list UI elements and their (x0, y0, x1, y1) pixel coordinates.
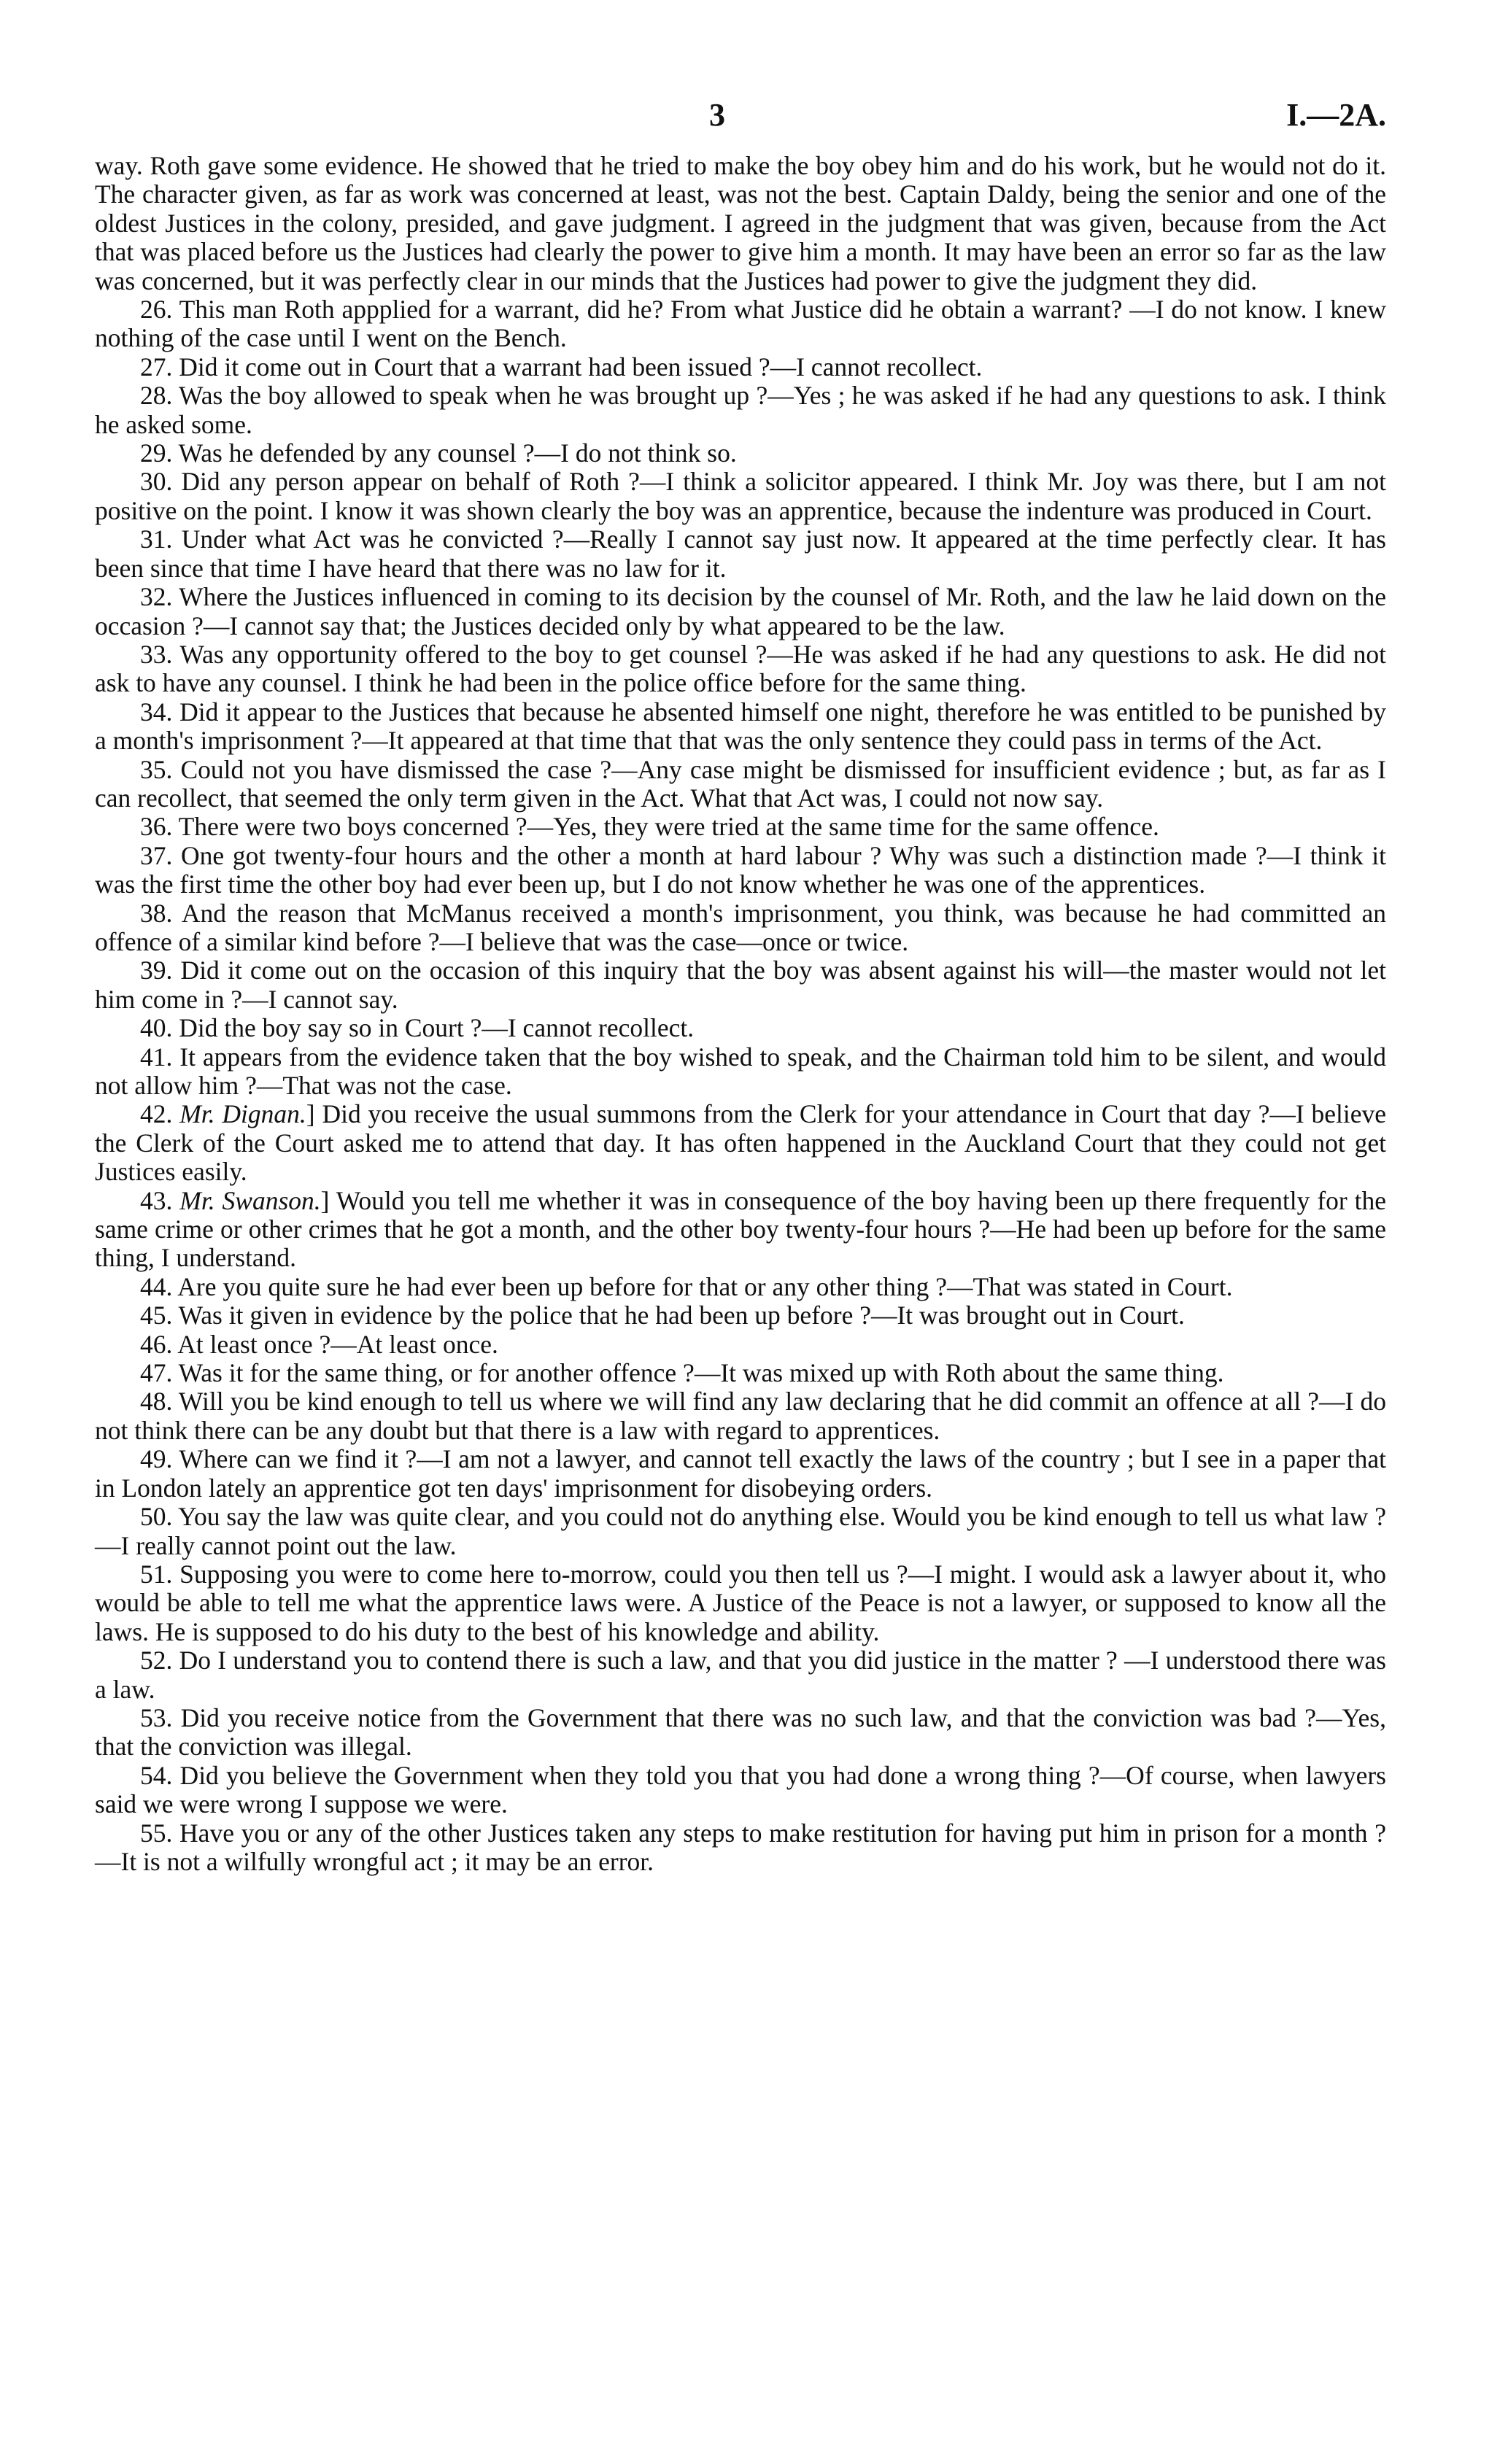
qa-text: 50. You say the law was quite clear, and you could not do anything else. Would you be kind enough to tell us what law ?—I really cannot point out the law. (95, 1502, 1386, 1560)
question-answer-list (95, 295, 1386, 1876)
qa-paragraph (95, 439, 1386, 468)
question-number: 42. (140, 1099, 180, 1129)
qa-paragraph (95, 381, 1386, 439)
qa-paragraph (95, 756, 1386, 813)
qa-paragraph (95, 1359, 1386, 1387)
qa-text: 54. Did you believe the Government when they told you that you had done a wrong thing ?—Of course, when lawyers said we were wrong I suppose we were. (95, 1760, 1386, 1819)
qa-text: 52. Do I understand you to contend there is such a law, and that you did justice in the matter ? —I understood there was a law. (95, 1646, 1386, 1704)
qa-paragraph (95, 583, 1386, 640)
page-header (95, 86, 1386, 152)
qa-paragraph (95, 1560, 1386, 1646)
qa-text: 55. Have you or any of the other Justices taken any steps to make restitution for having put him in prison for a month ?—It is not a wilfully wrongful act ; it may be an error. (95, 1818, 1386, 1876)
opening-paragraph: way. Roth gave some evidence. He showed that he tried to make the boy obey him and do his work, but he would not do it. The character given, as far as work was concerned at least, was not the best. Captain Daldy, being the senior and one of the oldest Justices in the colony, presided, and gave judgment. I agreed in the judgment that was given, because from the Act that was placed before us the Justices had clearly the power to give him a month. It may have been an error so far as the law was concerned, but it was perfectly clear in our minds that the Justices had power to give the judgment they did. (95, 151, 1386, 295)
qa-text: Would you tell me whether it was in consequence of the boy having been up there frequently for the same crime or other crimes that he got a month, and the other boy twenty-four hours ?—He had been up before for the same thing, I understand. (95, 1185, 1386, 1273)
qa-paragraph (95, 813, 1386, 841)
qa-paragraph (95, 525, 1386, 583)
speaker-name: Mr. Dignan. (179, 1099, 306, 1129)
qa-paragraph (95, 640, 1386, 698)
qa-paragraph (95, 899, 1386, 957)
speaker-name: Mr. Swanson. (179, 1185, 321, 1215)
qa-paragraph (95, 1503, 1386, 1560)
qa-text: 35. Could not you have dismissed the case ?—Any case might be dismissed for insufficient evidence ; but, as far as I can recollect, that seemed the only term given in the Act. What that Act was, I could not now say. (95, 754, 1386, 813)
qa-text: 27. Did it come out in Court that a warrant had been issued ?—I cannot recollect. (140, 352, 983, 381)
qa-text: 32. Where the Justices influenced in coming to its decision by the counsel of Mr. Roth, and the law he laid down on the occasion ?—I cannot say that; the Justices decided only by what appeared to be the law. (95, 582, 1386, 640)
qa-text: 38. And the reason that McManus received a month's imprisonment, you think, was because he had committed an offence of a similar kind before ?—I believe that was the case—once or twice. (95, 898, 1386, 956)
qa-paragraph (95, 1014, 1386, 1042)
qa-text: 33. Was any opportunity offered to the boy to get counsel ?—He was asked if he had any questions to ask. He did not ask to have any counsel. I think he had been in the police office before for the same thing. (95, 639, 1386, 698)
qa-text: 36. There were two boys concerned ?—Yes, they were tried at the same time for the same offence. (140, 812, 1159, 842)
qa-paragraph (95, 1043, 1386, 1101)
question-number: 43. (140, 1185, 180, 1215)
qa-text: 41. It appears from the evidence taken that the boy wished to speak, and the Chairman told him to be silent, and would not allow him ?—That was not the case. (95, 1042, 1386, 1100)
qa-paragraph (95, 1330, 1386, 1359)
qa-text: 44. Are you quite sure he had ever been up before for that or any other thing ?—That was stated in Court. (140, 1271, 1233, 1301)
qa-text: 34. Did it appear to the Justices that because he absented himself one night, therefore he was entitled to be punished by a month's imprisonment ?—It appeared at that time that that was the only sentence they could pass in terms of the Act. (95, 697, 1386, 756)
qa-text: 46. At least once ?—At least once. (140, 1329, 498, 1359)
qa-text: 30. Did any person appear on behalf of Roth ?—I think a solicitor appeared. I think Mr. Joy was there, but I am not positive on the point. I know it was shown clearly the boy was an apprentice, because the indenture was produced in Court. (95, 467, 1386, 525)
document-reference: I.—2A. (1286, 97, 1386, 133)
qa-text: 47. Was it for the same thing, or for another offence ?—It was mixed up with Roth about the same thing. (140, 1358, 1224, 1388)
qa-paragraph (95, 1646, 1386, 1704)
qa-text: 26. This man Roth appplied for a warrant, did he? From what Justice did he obtain a warrant? —I do not know. I knew nothing of the case until I went on the Bench. (95, 295, 1386, 353)
qa-text: 45. Was it given in evidence by the police that he had been up before ?—It was brought out in Court. (140, 1301, 1185, 1330)
qa-paragraph (95, 295, 1386, 353)
qa-paragraph: 43. Mr. Swanson.] Would you tell me whether it was in consequence of the boy having been up there frequently for the same crime or other crimes that he got a month, and the other boy twenty-four hours ?—He had been up before for the same thing, I understand. (95, 1185, 1386, 1273)
qa-paragraph (95, 1819, 1386, 1877)
qa-text: 37. One got twenty-four hours and the other a month at hard labour ? Why was such a distinction made ?—I think it was the first time the other boy had ever been up, but I do not know whether he was one of the apprentices. (95, 840, 1386, 899)
qa-text: 28. Was the boy allowed to speak when he was brought up ?—Yes ; he was asked if he had any questions to ask. I think he asked some. (95, 381, 1386, 439)
qa-paragraph (95, 842, 1386, 899)
qa-text: 31. Under what Act was he convicted ?—Really I cannot say just now. It appeared at the time perfectly clear. It has been since that time I have heard that there was no law for it. (95, 524, 1386, 583)
body-text (95, 152, 1386, 1876)
qa-text: Did you receive the usual summons from the Clerk for your attendance in Court that day ?—I believe the Clerk of the Court asked me to attend that day. It has often happened in the Auckland Court that they could not get Justices easily. (95, 1099, 1387, 1187)
qa-paragraph (95, 956, 1386, 1014)
document-page (95, 86, 1386, 1876)
page-number: 3 (709, 97, 725, 133)
qa-paragraph (95, 1762, 1386, 1819)
qa-paragraph: 42. Mr. Dignan.] Did you receive the usual summons from the Clerk for your attendance in Court that day ?—I believe the Clerk of the Court asked me to attend that day. It has often happened in the Auckland Court that they could not get Justices easily. (95, 1099, 1387, 1187)
qa-paragraph (95, 1387, 1386, 1445)
qa-paragraph (95, 1704, 1386, 1762)
qa-paragraph (95, 698, 1386, 756)
qa-text: 29. Was he defended by any counsel ?—I do not think so. (140, 438, 737, 468)
qa-text: 51. Supposing you were to come here to-morrow, could you then tell us ?—I might. I would ask a lawyer about it, who would be able to tell me what the apprentice laws were. A Justice of the Peace is not a lawyer, or supposed to know all the laws. He is supposed to do his duty to the best of his knowledge and ability. (95, 1559, 1386, 1646)
qa-text: 39. Did it come out on the occasion of this inquiry that the boy was absent against his will—the master would not let him come in ?—I cannot say. (95, 956, 1386, 1014)
qa-paragraph (95, 468, 1386, 525)
qa-text: 48. Will you be kind enough to tell us where we will find any law declaring that he did commit an offence at all ?—I do not think there can be any doubt but that there is a law with regard to apprentices. (95, 1387, 1386, 1445)
qa-paragraph (95, 353, 1386, 381)
qa-paragraph (95, 1273, 1386, 1301)
qa-text: 53. Did you receive notice from the Government that there was no such law, and that the conviction was bad ?—Yes, that the conviction was illegal. (95, 1702, 1386, 1762)
qa-text: 49. Where can we find it ?—I am not a lawyer, and cannot tell exactly the laws of the country ; but I see in a paper that in London lately an apprentice got ten days' imprisonment for disobeying orders. (95, 1444, 1386, 1503)
qa-paragraph (95, 1445, 1386, 1503)
qa-paragraph (95, 1301, 1386, 1330)
qa-text: 40. Did the boy say so in Court ?—I cannot recollect. (140, 1013, 695, 1043)
